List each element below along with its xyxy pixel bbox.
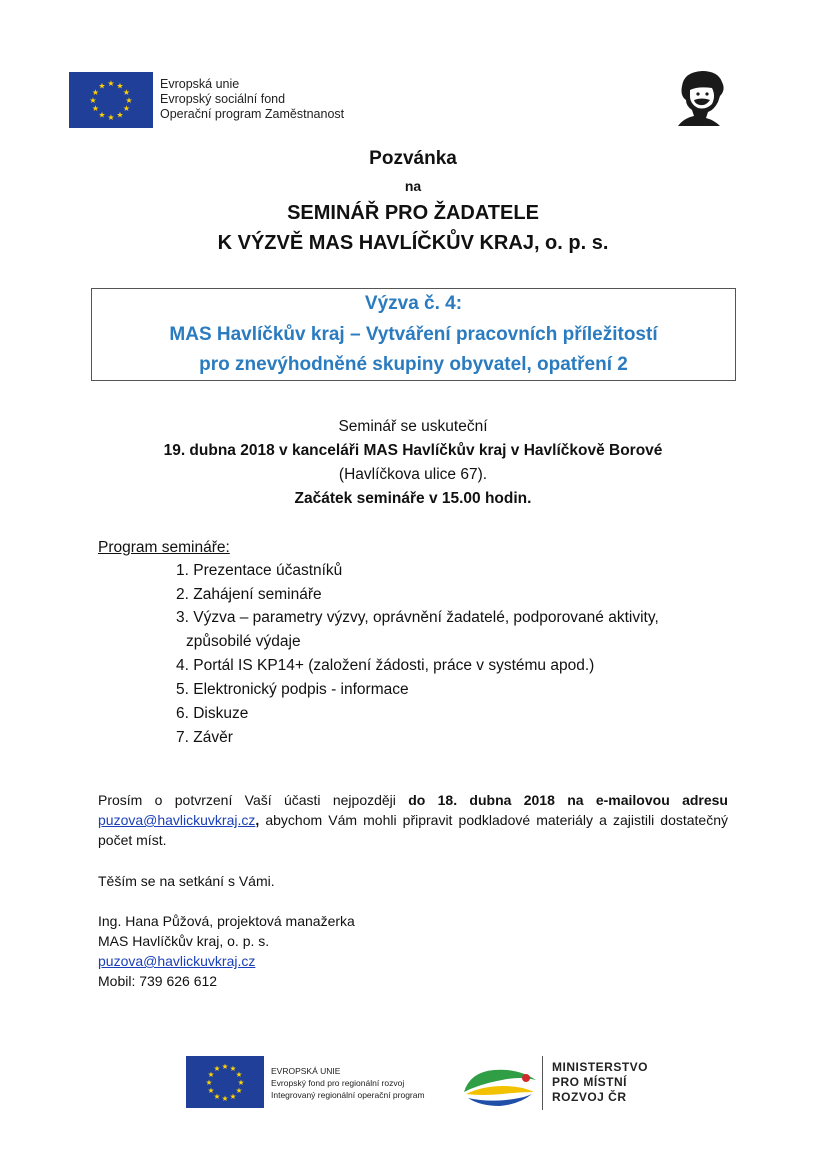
program-item-3-continued: způsobilé výdaje bbox=[186, 633, 301, 650]
svg-text:★: ★ bbox=[116, 81, 124, 91]
svg-text:★: ★ bbox=[229, 1092, 237, 1101]
title-na: na bbox=[404, 178, 422, 194]
eu-line-3: Operační program Zaměstnanost bbox=[160, 107, 345, 121]
footer-eu-line-2: Evropský fond pro regionální rozvoj bbox=[271, 1078, 405, 1088]
signature-email-link[interactable]: puzova@havlickuvkraj.cz bbox=[98, 953, 256, 969]
svg-text:★: ★ bbox=[221, 1062, 229, 1071]
mmr-line-3: ROZVOJ ČR bbox=[552, 1090, 627, 1104]
mmr-line-1: MINISTERSTVO bbox=[552, 1060, 649, 1074]
call-number: Výzva č. 4: bbox=[364, 293, 463, 314]
svg-text:★: ★ bbox=[98, 110, 106, 120]
svg-text:★: ★ bbox=[98, 81, 106, 91]
call-title-line-1: MAS Havlíčkův kraj – Vytváření pracovních příležitostí bbox=[169, 324, 658, 345]
footer-eu-logo bbox=[186, 1056, 446, 1110]
svg-text:★: ★ bbox=[221, 1094, 229, 1103]
program-item-7: 7. Závěr bbox=[176, 729, 233, 746]
program-heading: Program semináře: bbox=[98, 539, 230, 556]
call-title-line-2: pro znevýhodněné skupiny obyvatel, opatření 2 bbox=[199, 354, 628, 375]
call-box bbox=[91, 288, 736, 381]
svg-text:★: ★ bbox=[213, 1092, 221, 1101]
event-line-1: Seminář se uskuteční bbox=[338, 418, 488, 435]
program-item-6: 6. Diskuze bbox=[176, 705, 249, 722]
svg-text:★: ★ bbox=[207, 1086, 215, 1095]
event-date-place: 19. dubna 2018 v kanceláři MAS Havlíčkův kraj v Havlíčkově Borové bbox=[163, 442, 663, 459]
program-item-1: 1. Prezentace účastníků bbox=[176, 562, 343, 579]
mmr-text bbox=[552, 1060, 682, 1105]
footer-mmr-logo bbox=[460, 1048, 680, 1118]
eu-text-block bbox=[160, 77, 370, 122]
mmr-line-2: PRO MÍSTNÍ bbox=[552, 1075, 628, 1089]
svg-text:★: ★ bbox=[89, 96, 97, 105]
footer-eu-text bbox=[271, 1065, 451, 1101]
svg-text:★: ★ bbox=[237, 1078, 245, 1087]
svg-text:★: ★ bbox=[91, 104, 100, 113]
title-call: K VÝZVĚ MAS HAVLÍČKŮV KRAJ, o. p. s. bbox=[217, 232, 609, 254]
svg-text:★: ★ bbox=[207, 1070, 215, 1079]
svg-text:★: ★ bbox=[213, 1064, 221, 1073]
rsvp-deadline: do 18. dubna 2018 na e-mailovou adresu bbox=[408, 792, 728, 808]
svg-text:★: ★ bbox=[205, 1078, 213, 1087]
svg-text:★: ★ bbox=[235, 1070, 243, 1079]
svg-text:★: ★ bbox=[125, 96, 133, 105]
closing-line: Těším se na setkání s Vámi. bbox=[98, 873, 275, 889]
title-seminar: SEMINÁŘ PRO ŽADATELE bbox=[287, 202, 539, 224]
footer-eu-line-1: EVROPSKÁ UNIE bbox=[271, 1066, 341, 1076]
havlicek-portrait-logo bbox=[668, 66, 732, 128]
rsvp-email-link[interactable]: puzova@havlickuvkraj.cz bbox=[98, 812, 256, 828]
svg-text:★: ★ bbox=[122, 88, 131, 97]
footer-eu-line-3: Integrovaný regionální operační program bbox=[271, 1090, 425, 1100]
mmr-divider bbox=[542, 1056, 543, 1110]
eu-flag-icon bbox=[69, 72, 153, 128]
header-eu-logo bbox=[69, 72, 359, 128]
svg-text:★: ★ bbox=[116, 110, 124, 120]
footer-eu-flag-icon bbox=[186, 1056, 264, 1108]
svg-text:★: ★ bbox=[91, 88, 100, 97]
rsvp-text-1: Prosím o potvrzení Vaší účasti nejpozději bbox=[98, 792, 409, 808]
svg-text:★: ★ bbox=[107, 113, 115, 122]
svg-text:★: ★ bbox=[235, 1086, 243, 1095]
rsvp-paragraph bbox=[98, 790, 728, 850]
title-invitation: Pozvánka bbox=[369, 148, 457, 169]
program-item-3: 3. Výzva – parametry výzvy, oprávnění žadatelé, podporované aktivity, bbox=[176, 609, 659, 626]
program-item-2: 2. Zahájení semináře bbox=[176, 586, 322, 603]
svg-text:★: ★ bbox=[229, 1064, 237, 1073]
program-item-4: 4. Portál IS KP14+ (založení žádosti, práce v systému apod.) bbox=[176, 657, 595, 674]
eu-line-1: Evropská unie bbox=[160, 77, 240, 91]
mmr-emblem-icon bbox=[460, 1058, 540, 1108]
rsvp-text-2: abychom Vám mohli připravit podkladové materiály a zajistili dostatečný počet míst. bbox=[98, 812, 728, 848]
rsvp-comma: , bbox=[255, 812, 260, 828]
program-item-5: 5. Elektronický podpis - informace bbox=[176, 681, 409, 698]
event-start-time: Začátek semináře v 15.00 hodin. bbox=[294, 490, 532, 507]
signature-org: MAS Havlíčkův kraj, o. p. s. bbox=[98, 933, 270, 949]
event-address: (Havlíčkova ulice 67). bbox=[338, 466, 488, 483]
svg-text:★: ★ bbox=[122, 104, 131, 113]
signature-phone: Mobil: 739 626 612 bbox=[98, 973, 218, 989]
eu-line-2: Evropský sociální fond bbox=[160, 92, 286, 106]
signature-name: Ing. Hana Půžová, projektová manažerka bbox=[98, 913, 355, 929]
svg-text:★: ★ bbox=[107, 79, 115, 88]
